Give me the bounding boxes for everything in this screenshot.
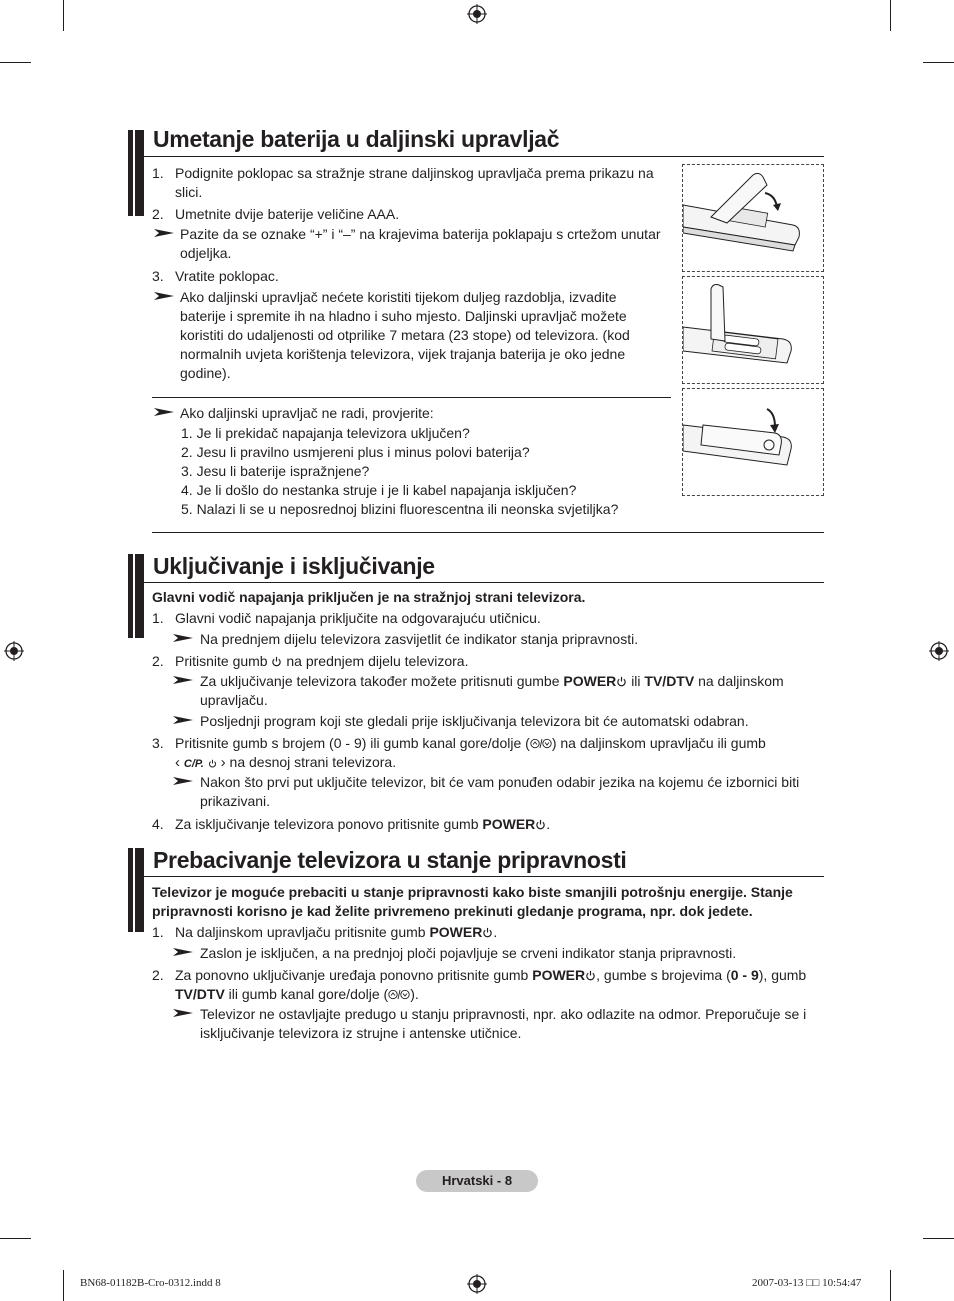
crop-mark — [0, 62, 31, 63]
list-item-text: TV/DTV ili gumb kanal gore/dolje ( ). — [175, 986, 419, 1002]
list-item-text: Umetnite dvije baterije veličine AAA. — [175, 206, 400, 222]
note-text: prikazivani. — [200, 793, 271, 809]
list-number: 2. — [152, 967, 164, 983]
registration-mark-icon — [467, 4, 487, 24]
list-item-text: slici. — [175, 184, 203, 200]
list-item-text: ‹ C/P. › na desnoj strani televizora. — [175, 754, 397, 771]
list-item-text: Na daljinskom upravljaču pritisnite gumb POWER . — [175, 924, 498, 940]
note-arrow-icon — [154, 291, 174, 301]
note-text: baterije i spremite ih na hladno i suho mjesto. Daljinski upravljač možete — [180, 308, 627, 324]
note-text: Posljednji program koji ste gledali prije isključivanja televizora bit će automatski odabran. — [200, 713, 749, 729]
list-item-text: Pritisnite gumb na prednjem dijelu televizora. — [175, 653, 469, 669]
divider — [152, 397, 671, 398]
illustration-open-cover — [682, 164, 824, 272]
section-title: Umetanje baterija u daljinski upravljač — [153, 126, 560, 152]
section-title: Prebacivanje televizora u stanje pripravnosti — [153, 847, 627, 873]
bold-intro: pripravnosti korisno je kad želite privremeno prekinuti gledanje programa, npr. dok jedete. — [152, 903, 753, 919]
illustration-close-cover — [682, 388, 824, 496]
check-item: 3. Jesu li baterije ispražnjene? — [181, 463, 370, 479]
list-item-text: Za isključivanje televizora ponovo pritisnite gumb POWER . — [175, 816, 551, 832]
section-rule — [144, 582, 824, 583]
registration-mark-icon — [929, 641, 949, 661]
crop-mark — [0, 1238, 31, 1239]
note-text: Ako daljinski upravljač nećete koristiti tijekom duljeg razdoblja, izvadite — [180, 289, 617, 305]
page-number-label: Hrvatski - 8 — [416, 1170, 538, 1192]
bold-intro: Televizor je moguće prebaciti u stanje pripravnosti kako biste smanjili potrošnju energije. Stanje — [152, 884, 793, 900]
check-item: 5. Nalazi li se u neposrednoj blizini fluorescentna ili neonska svjetiljka? — [181, 501, 619, 517]
list-number: 1. — [152, 165, 164, 181]
crop-mark — [890, 0, 891, 31]
power-icon — [208, 759, 217, 768]
note-arrow-icon — [173, 715, 193, 725]
note-text: Nakon što prvi put uključite televizor, bit će vam ponuđen odabir jezika na kojemu će izbornici biti — [200, 774, 800, 790]
section-marker — [128, 130, 144, 216]
crop-mark — [63, 0, 64, 31]
list-number: 2. — [152, 206, 164, 222]
divider — [152, 532, 824, 533]
note-text: Na prednjem dijelu televizora zasvijetlit će indikator stanja pripravnosti. — [200, 631, 639, 647]
note-text: Pazite da se oznake “+” i “–” na krajevima baterija poklapaju s crtežom unutar — [180, 226, 661, 242]
list-item-text: Pritisnite gumb s brojem (0 - 9) ili gumb kanal gore/dolje ( ) na daljinskom upravljaču ili gumb — [175, 735, 766, 751]
note-text: Televizor ne ostavljajte predugo u stanju pripravnosti, npr. ako odlazite na odmor. Preporučuje se i — [200, 1006, 807, 1022]
power-icon — [585, 970, 596, 981]
section-marker — [128, 848, 144, 932]
note-text: Zaslon je isključen, a na prednjoj ploči pojavljuje se crveni indikator stanja pripravnosti. — [200, 945, 737, 961]
crop-mark — [923, 1238, 954, 1239]
file-slug: BN68-01182B-Cro-0312.indd 8 — [80, 1277, 221, 1289]
date-slug: 2007-03-13 □□ 10:54:47 — [752, 1277, 862, 1289]
registration-mark-icon — [4, 641, 24, 661]
note-arrow-icon — [173, 633, 193, 643]
note-text: normalnih uvjeta korištenja televizora, vijek trajanja baterija je oko jedne — [180, 346, 626, 362]
note-arrow-icon — [173, 776, 193, 786]
note-text: koristiti do udaljenosti od otprilike 7 metara (23 stope) od televizora. (kod — [180, 327, 630, 343]
note-arrow-icon — [173, 675, 193, 685]
list-number: 3. — [152, 268, 164, 284]
list-number: 1. — [152, 924, 164, 940]
note-text: upravljaču. — [200, 692, 268, 708]
note-text: Za uključivanje televizora također možete pritisnuti gumbe POWER ili TV/DTV na daljinskom — [200, 673, 784, 689]
list-item-text: Podignite poklopac sa stražnje strane daljinskog upravljača prema prikazu na — [175, 165, 654, 181]
list-number: 2. — [152, 653, 164, 669]
note-text: Ako daljinski upravljač ne radi, provjerite: — [180, 405, 434, 421]
note-arrow-icon — [173, 947, 193, 957]
check-item: 4. Je li došlo do nestanka struje i je li kabel napajanja isključen? — [181, 482, 577, 498]
section-marker — [128, 554, 144, 638]
list-number: 3. — [152, 735, 164, 751]
power-icon — [482, 927, 493, 938]
list-item-text: Za ponovno uključivanje uređaja ponovno pritisnite gumb POWER , gumbe s brojevima (0 - 9), gumb — [175, 967, 807, 983]
section-rule — [144, 156, 824, 157]
registration-mark-icon — [467, 1274, 487, 1294]
power-icon — [535, 819, 546, 830]
illustration-insert-batteries — [682, 276, 824, 384]
note-text: odjeljka. — [180, 245, 232, 261]
note-text: godine). — [180, 365, 231, 381]
note-arrow-icon — [154, 228, 174, 238]
crop-mark — [890, 1270, 891, 1301]
list-item-text: Vratite poklopac. — [175, 268, 279, 284]
list-number: 4. — [152, 816, 164, 832]
bold-intro: Glavni vodič napajanja priključen je na stražnjoj strani televizora. — [152, 589, 586, 605]
note-arrow-icon — [154, 407, 174, 417]
channel-updown-icon — [530, 738, 552, 749]
crop-mark — [923, 62, 954, 63]
list-item-text: Glavni vodič napajanja priključite na odgovarajuću utičnicu. — [175, 610, 541, 626]
channel-updown-icon — [388, 989, 410, 1000]
note-text: isključivanje televizora iz strujne i antenske utičnice. — [200, 1025, 522, 1041]
power-icon — [616, 676, 627, 687]
section-title: Uključivanje i isključivanje — [153, 553, 435, 579]
check-item: 1. Je li prekidač napajanja televizora uključen? — [181, 425, 470, 441]
note-arrow-icon — [173, 1008, 193, 1018]
power-icon — [271, 656, 282, 667]
crop-mark — [63, 1270, 64, 1301]
list-number: 1. — [152, 610, 164, 626]
section-rule — [144, 876, 824, 877]
check-item: 2. Jesu li pravilno usmjereni plus i minus polovi baterija? — [181, 444, 530, 460]
